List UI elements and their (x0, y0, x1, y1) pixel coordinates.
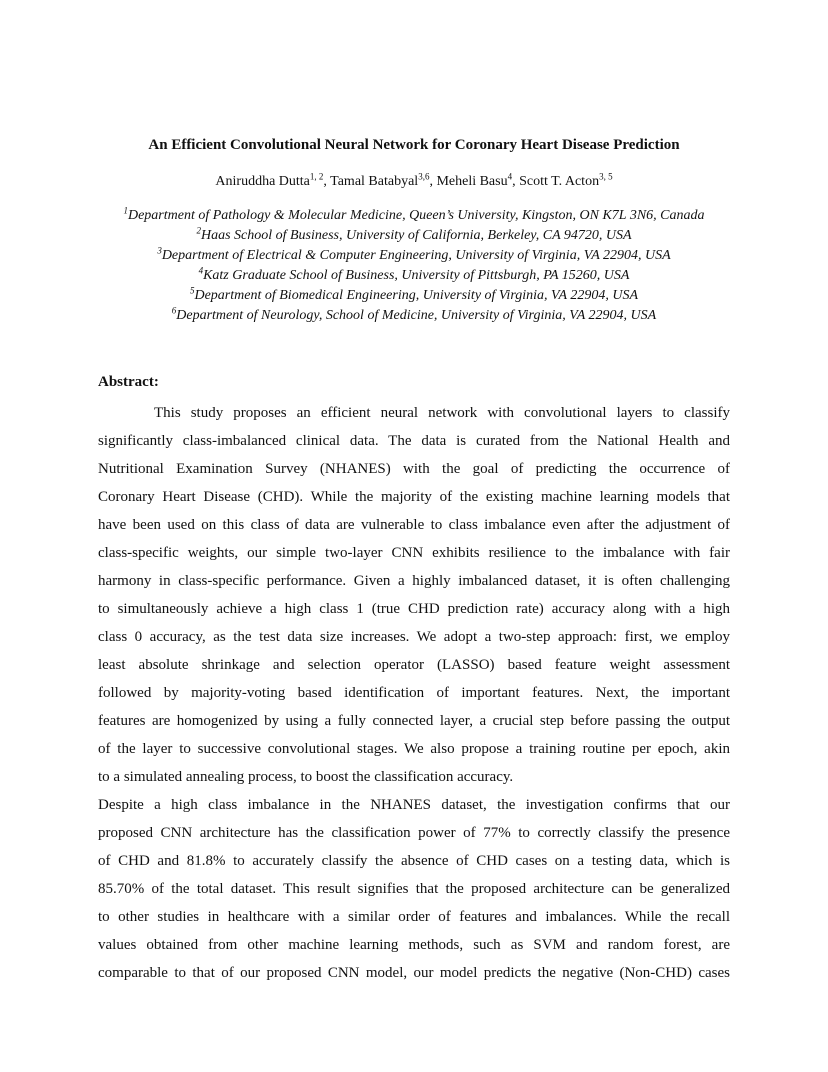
paper-title: An Efficient Convolutional Neural Network for Coronary Heart Disease Prediction (148, 137, 680, 153)
abstract-heading: Abstract: (98, 374, 159, 390)
author-affiliation-marker: 4 (507, 171, 513, 182)
author (519, 171, 613, 189)
abstract-line: to other studies in healthcare with a similar order of features and imbalances. While the recall (98, 909, 730, 925)
abstract-line: values obtained from other machine learning methods, such as SVM and random forest, are (98, 937, 730, 953)
author-affiliation-marker: 1, 2 (309, 171, 324, 182)
abstract-line: to a simulated annealing process, to boost the classification accuracy. (98, 769, 514, 785)
abstract-line: harmony in class-specific performance. Given a highly imbalanced dataset, it is often challenging (98, 573, 730, 589)
author-affiliation-marker: 3,6 (418, 171, 430, 182)
author-name: Tamal Batabyal (330, 174, 419, 189)
affiliation: $^3$Department of Electrical & Computer Engineering, University of Virginia, VA 22904, USA (157, 245, 671, 263)
affiliation: $^2$Haas School of Business, University of California, Berkeley, CA 94720, USA (196, 225, 632, 243)
abstract-line: This study proposes an efficient neural network with convolutional layers to classify (154, 405, 730, 421)
abstract-line: to simultaneously achieve a high class 1 (true CHD prediction rate) accuracy along with a high (98, 601, 730, 617)
abstract-line: class 0 accuracy, as the test data size increases. We adopt a two-step approach: first, we employ (98, 629, 730, 645)
abstract-line: least absolute shrinkage and selection operator (LASSO) based feature weight assessment (98, 657, 730, 673)
abstract-line: Coronary Heart Disease (CHD). While the majority of the existing machine learning models that (98, 489, 730, 505)
abstract-line: followed by majority-voting based identification of important features. Next, the important (98, 685, 730, 701)
abstract-line: of the layer to successive convolutional stages. We also propose a training routine per epoch, akin (98, 741, 730, 757)
author: Aniruddha Dutta$^{1, 2}$, (215, 171, 331, 189)
author-name: Meheli Basu (436, 174, 508, 189)
abstract-paragraph (98, 791, 730, 987)
abstract-line: Nutritional Examination Survey (NHANES) with the goal of predicting the occurrence of (98, 461, 730, 477)
author: Tamal Batabyal$^{3,6}$, (330, 171, 437, 189)
abstract-line: significantly class-imbalanced clinical data. The data is curated from the National Health and (98, 433, 730, 449)
abstract-line: of CHD and 81.8% to accurately classify the absence of CHD cases on a testing data, which is (98, 853, 730, 869)
abstract-body (98, 399, 730, 987)
affiliation: $^5$Department of Biomedical Engineering, University of Virginia, VA 22904, USA (189, 285, 639, 303)
abstract-line: 85.70% of the total dataset. This result signifies that the proposed architecture can be generalized (98, 881, 730, 897)
author: Meheli Basu$^4$, (436, 171, 520, 189)
abstract-line: have been used on this class of data are vulnerable to class imbalance even after the adjustment of (98, 517, 730, 533)
author-name: Scott T. Acton (519, 174, 600, 189)
affiliation: $^1$Department of Pathology & Molecular Medicine, Queen’s University, Kingston, ON K7L 3N6, Canada (123, 205, 705, 223)
affiliation: $^6$Department of Neurology, School of Medicine, University of Virginia, VA 22904, USA (171, 305, 657, 323)
author-affiliation-marker: 3, 5 (599, 171, 613, 182)
abstract-line: class-specific weights, our simple two-layer CNN exhibits resilience to the imbalance with fair (98, 545, 730, 561)
abstract-line: Despite a high class imbalance in the NHANES dataset, the investigation confirms that our (98, 797, 730, 813)
affiliation: $^4$Katz Graduate School of Business, University of Pittsburgh, PA 15260, USA (198, 265, 630, 283)
author-name: Aniruddha Dutta (215, 174, 310, 189)
author-list (0, 173, 828, 191)
abstract-line: proposed CNN architecture has the classification power of 77% to correctly classify the presence (98, 825, 730, 841)
abstract-line: comparable to that of our proposed CNN model, our model predicts the negative (Non-CHD) cases (98, 965, 730, 981)
abstract-line: features are homogenized by using a fully connected layer, a crucial step before passing the output (98, 713, 730, 729)
abstract-paragraph (98, 399, 730, 791)
affiliation-list (0, 206, 828, 326)
